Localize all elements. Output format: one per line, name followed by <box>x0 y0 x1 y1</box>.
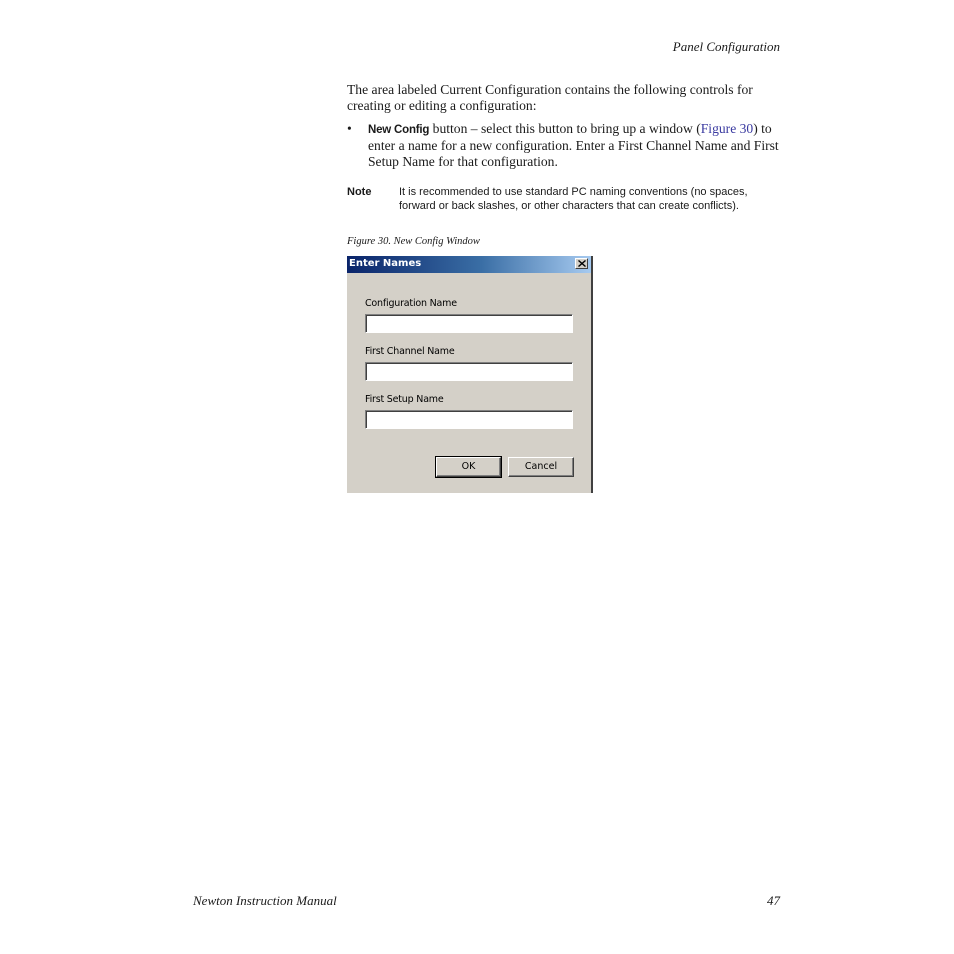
bullet-marker: • <box>347 121 352 136</box>
bullet-text-before-link: button – select this button to bring up a window ( <box>429 121 701 136</box>
close-icon <box>578 260 586 267</box>
first-setup-name-label: First Setup Name <box>365 394 444 405</box>
footer-page-number: 47 <box>767 893 780 908</box>
first-setup-name-input[interactable] <box>365 410 573 429</box>
close-button[interactable] <box>575 258 588 269</box>
first-channel-name-label: First Channel Name <box>365 346 455 357</box>
running-header: Panel Configuration <box>672 39 780 54</box>
intro-paragraph: The area labeled Current Configuration contains the following controls for creating or editing a configuration: <box>347 82 753 113</box>
footer-manual-title: Newton Instruction Manual <box>193 893 337 908</box>
bullet-text <box>368 121 780 170</box>
note-label: Note <box>347 186 372 198</box>
configuration-name-input[interactable] <box>365 314 573 333</box>
cancel-button[interactable]: Cancel <box>508 457 574 477</box>
first-channel-name-input[interactable] <box>365 362 573 381</box>
bullet-text-after-link: ) to enter a name for a new configuration. Enter a First Channel Name and First Setup Name for that configuration. <box>368 121 779 169</box>
ui-term-new-config: New Config <box>368 124 430 136</box>
configuration-name-label: Configuration Name <box>365 298 457 309</box>
figure-30-link[interactable]: Figure 30 <box>700 121 754 136</box>
dialog-title: Enter Names <box>349 258 422 269</box>
note-text: It is recommended to use standard PC naming conventions (no spaces, forward or back slashes, or other characters that can create conflicts). <box>399 186 748 212</box>
enter-names-dialog <box>347 256 593 493</box>
figure-caption: Figure 30. New Config Window <box>347 236 480 247</box>
dialog-titlebar[interactable] <box>347 256 591 273</box>
ok-button[interactable]: OK <box>436 457 501 477</box>
